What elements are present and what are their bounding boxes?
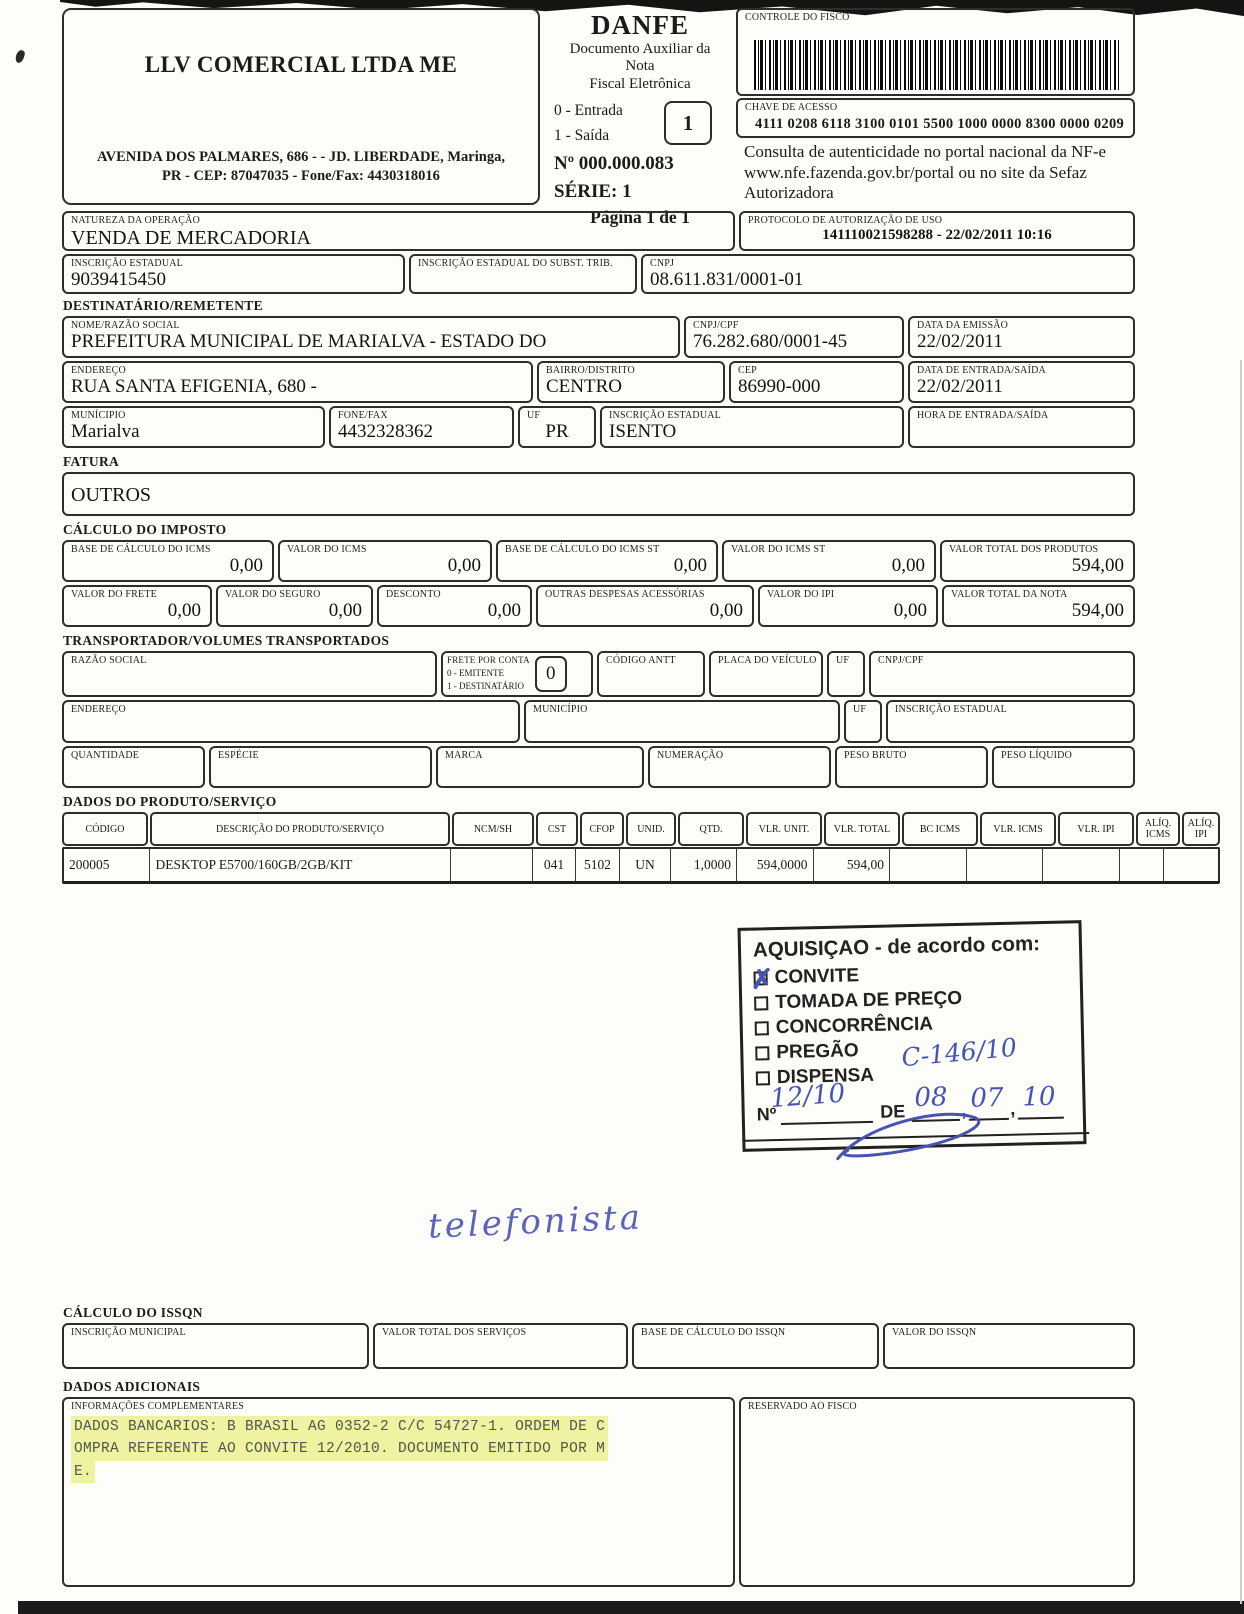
recipient-state-reg-value: ISENTO [609,421,677,442]
issuer-box [62,8,540,205]
invoice-section-title: FATURA [63,454,120,469]
invoice-number: Nº 000.000.083 [554,152,674,174]
stamp-title: AQUISIÇAO - de acordo com: [752,932,1041,962]
access-key-label: CHAVE DE ACESSO [745,102,838,113]
icms-base-field: BASE DE CÁLCULO DO ICMS 0,00 [62,540,274,582]
services-total-field: VALOR TOTAL DOS SERVIÇOS [373,1323,628,1369]
uf-field: UF PR [518,406,596,448]
district-value: CENTRO [546,376,622,397]
danfe-subtitle: Documento Auxiliar da Nota Fiscal Eletrônica [569,41,711,92]
checkbox-pregao [755,1046,769,1060]
entry-exit-indicator [554,98,726,149]
district-field: BAIRRO/DISTRITO CENTRO [537,361,725,403]
authorization-protocol-field: PROTOCOLO DE AUTORIZAÇÃO DE USO 141110021598288 - 22/02/2011 10:16 [739,211,1135,251]
stamp-option-pregao: PREGÃO [755,1033,1081,1065]
handwritten-telefonista: telefonista [427,1197,644,1247]
carrier-uf2-field: UF [844,700,882,743]
cep-value: 86990-000 [738,376,821,397]
gross-weight-field: PESO BRUTO [835,746,988,788]
reserved-fisco-box: RESERVADO AO FISCO [739,1397,1135,1587]
municipal-registration-field: INSCRIÇÃO MUNICIPAL [62,1323,369,1369]
state-registration-field: INSCRIÇÃO ESTADUAL 9039415450 [62,254,405,294]
handwritten-numero: 12/10 [769,1078,847,1115]
scan-artifact-bottom [18,1601,1244,1614]
vehicle-plate-field: PLACA DO VEÍCULO [709,651,823,697]
checkbox-dispensa [756,1071,770,1085]
authorization-protocol-value: 141110021598288 - 22/02/2011 10:16 [822,227,1052,243]
quantity-field: QUANTIDADE [62,746,205,788]
handwritten-ano: 10 [1022,1081,1056,1113]
fisco-control-column [736,8,1135,205]
subst-registration-field: INSCRIÇÃO ESTADUAL DO SUBST. TRIB. [409,254,637,294]
state-registration-value: 9039415450 [71,269,166,290]
recipient-name-value: PREFEITURA MUNICIPAL DE MARIALVA - ESTADO DO [71,331,547,352]
carrier-municipality-field: MUNICÍPIO [524,700,840,743]
issqn-base-field: BASE DE CÁLCULO DO ISSQN [632,1323,879,1369]
handwritten-dia: 08 [914,1082,948,1113]
access-key-box [736,98,1135,138]
issuer-address-line1: AVENIDA DOS PALMARES, 686 - - JD. LIBERDADE, Maringa, [97,148,505,165]
icms-st-base-field: BASE DE CÁLCULO DO ICMS ST 0,00 [496,540,718,582]
page-indicator: Página 1 de 1 [590,207,690,228]
products-total-field: VALOR TOTAL DOS PRODUTOS 594,00 [940,540,1135,582]
issqn-section-title: CÁLCULO DO ISSQN [63,1305,203,1320]
handwritten-mes: 07 [970,1082,1004,1114]
discount-field: DESCONTO 0,00 [377,585,532,627]
insurance-value-field: VALOR DO SEGURO 0,00 [216,585,373,627]
uf-value: PR [545,421,569,442]
recipient-state-reg-field: INSCRIÇÃO ESTADUAL ISENTO [600,406,904,448]
issuer-address-line2: PR - CEP: 87047035 - Fone/Fax: 4430318016 [162,168,440,185]
checkbox-concorrencia [755,1021,769,1035]
recipient-address-field: ENDEREÇO RUA SANTA EFIGENIA, 680 - [62,361,533,403]
products-table-header: CÓDIGO DESCRIÇÃO DO PRODUTO/SERVIÇO NCM/SH CST CFOP UNID. QTD. VLR. UNIT. VLR. TOTAL BC ICMS VLR. ICMS VLR. IPI ALÍQ. ICMS ALÍQ. IPI [62,812,1135,846]
tax-section-title: CÁLCULO DO IMPOSTO [63,522,227,537]
stamp-number-line: Nº DE , , [757,1097,1077,1125]
danfe-title: DANFE [591,10,689,40]
controle-fisco-box [736,8,1135,96]
emission-date-field: DATA DA EMISSÃO 22/02/2011 [908,316,1135,358]
fatura-value: OUTROS [71,484,152,506]
scan-artifact-right-edge [1240,360,1242,1604]
complementary-info-box: INFORMAÇÕES COMPLEMENTARES DADOS BANCARIOS: B BRASIL AG 0352-2 C/C 54727-1. ORDEM DE C OMPRA REFERENTE AO CONVITE 12/2010. DOCUMENTO EMITIDO POR M E. [62,1397,735,1587]
recipient-cnpj-field: CNPJ/CPF 76.282.680/0001-45 [684,316,904,358]
header [62,8,1135,228]
stamp-option-concorrencia: CONCORRÊNCIA [754,1008,1080,1040]
additional-data-title: DADOS ADICIONAIS [63,1379,201,1394]
freight-responsibility-value: 0 [535,656,567,692]
other-expenses-field: OUTRAS DESPESAS ACESSÓRIAS 0,00 [536,585,754,627]
cep-field: CEP 86990-000 [729,361,904,403]
acquisition-stamp [738,920,1087,1152]
authenticity-note: Consulta de autenticidade no portal nacional da NF-e www.nfe.fazenda.gov.br/portal ou no site da Sefaz Autorizadora [744,142,1107,203]
entry-date-field: DATA DE ENTRADA/SAÍDA 22/02/2011 [908,361,1135,403]
carrier-cnpj-field: CNPJ/CPF [869,651,1135,697]
invoice-series: SÉRIE: 1 [554,180,632,202]
recipient-address-value: RUA SANTA EFIGENIA, 680 - [71,376,318,397]
antt-code-field: CÓDIGO ANTT [597,651,705,697]
barcode [754,40,1119,90]
product-row: 200005 DESKTOP E5700/160GB/2GB/KIT 041 5102 UN 1,0000 594,0000 594,00 [62,847,1220,884]
issuer-cnpj-value: 08.611.831/0001-01 [650,269,804,290]
danfe-block [540,8,736,228]
issuer-name: LLV COMERCIAL LTDA ME [144,52,458,77]
controle-fisco-label: CONTROLE DO FISCO [745,12,850,23]
recipient-cnpj-value: 76.282.680/0001-45 [693,331,848,352]
pen-x-mark: ✗ [750,963,774,996]
products-section-title: DADOS DO PRODUTO/SERVIÇO [63,794,277,809]
complementary-info-text: DADOS BANCARIOS: B BRASIL AG 0352-2 C/C 54727-1. ORDEM DE C OMPRA REFERENTE AO CONVITE 12/2010. DOCUMENTO EMITIDO POR M E. [71,1416,726,1483]
signature-scribble [825,1103,1017,1185]
handwritten-reference: C-146/10 [900,1032,1019,1073]
checkbox-tomada [754,996,768,1010]
recipient-name-field: NOME/RAZÃO SOCIAL PREFEITURA MUNICIPAL DE MARIALVA - ESTADO DO [62,316,680,358]
icms-value-field: VALOR DO ICMS 0,00 [278,540,492,582]
stamp-option-tomada: TOMADA DE PREÇO [754,983,1080,1015]
pen-mark [14,49,26,64]
freight-responsibility-field: FRETE POR CONTA 0 - EMITENTE 1 - DESTINATÁRIO 0 [441,651,593,697]
invoice-total-field: VALOR TOTAL DA NOTA 594,00 [942,585,1135,627]
issuer-address [64,148,538,187]
entry-date-value: 22/02/2011 [917,376,1003,397]
emission-date-value: 22/02/2011 [917,331,1003,352]
issuer-cnpj-field: CNPJ 08.611.831/0001-01 [641,254,1135,294]
carrier-name-field: RAZÃO SOCIAL [62,651,437,697]
carrier-uf-field: UF [827,651,865,697]
carrier-address-field: ENDEREÇO [62,700,520,743]
issqn-value-field: VALOR DO ISSQN [883,1323,1135,1369]
brand-field: MARCA [436,746,644,788]
municipality-field: MUNÍCIPIO Marialva [62,406,325,448]
stamp-option-dispensa: DISPENSA [756,1058,1082,1090]
net-weight-field: PESO LÍQUIDO [992,746,1135,788]
tipo-box: 1 [664,101,712,145]
exit-time-field: HORA DE ENTRADA/SAÍDA [908,406,1135,448]
municipality-value: Marialva [71,421,140,442]
numbering-field: NUMERAÇÃO [648,746,831,788]
saida-label: 1 - Saída [554,127,610,145]
operation-nature-value: VENDA DE MERCADORIA [71,227,311,249]
operation-nature-field: NATUREZA DA OPERAÇÃO VENDA DE MERCADORIA [62,211,735,251]
checkbox-convite-checked [750,963,774,996]
phone-field: FONE/FAX 4432328362 [329,406,514,448]
fatura-box [62,472,1135,516]
freight-value-field: VALOR DO FRETE 0,00 [62,585,212,627]
icms-st-value-field: VALOR DO ICMS ST 0,00 [722,540,936,582]
recipient-section-title: DESTINATÁRIO/REMETENTE [63,298,263,313]
phone-value: 4432328362 [338,421,433,442]
carrier-section-title: TRANSPORTADOR/VOLUMES TRANSPORTADOS [63,633,390,648]
stamp-option-convite: ✗ CONVITE [750,963,860,996]
ipi-value-field: VALOR DO IPI 0,00 [758,585,938,627]
access-key-value: 4111 0208 6118 3100 0101 5500 1000 0000 8300 0000 0209 [755,116,1125,132]
species-field: ESPÉCIE [209,746,432,788]
entrada-label: 0 - Entrada [554,101,623,119]
carrier-state-reg-field: INSCRIÇÃO ESTADUAL [886,700,1135,743]
